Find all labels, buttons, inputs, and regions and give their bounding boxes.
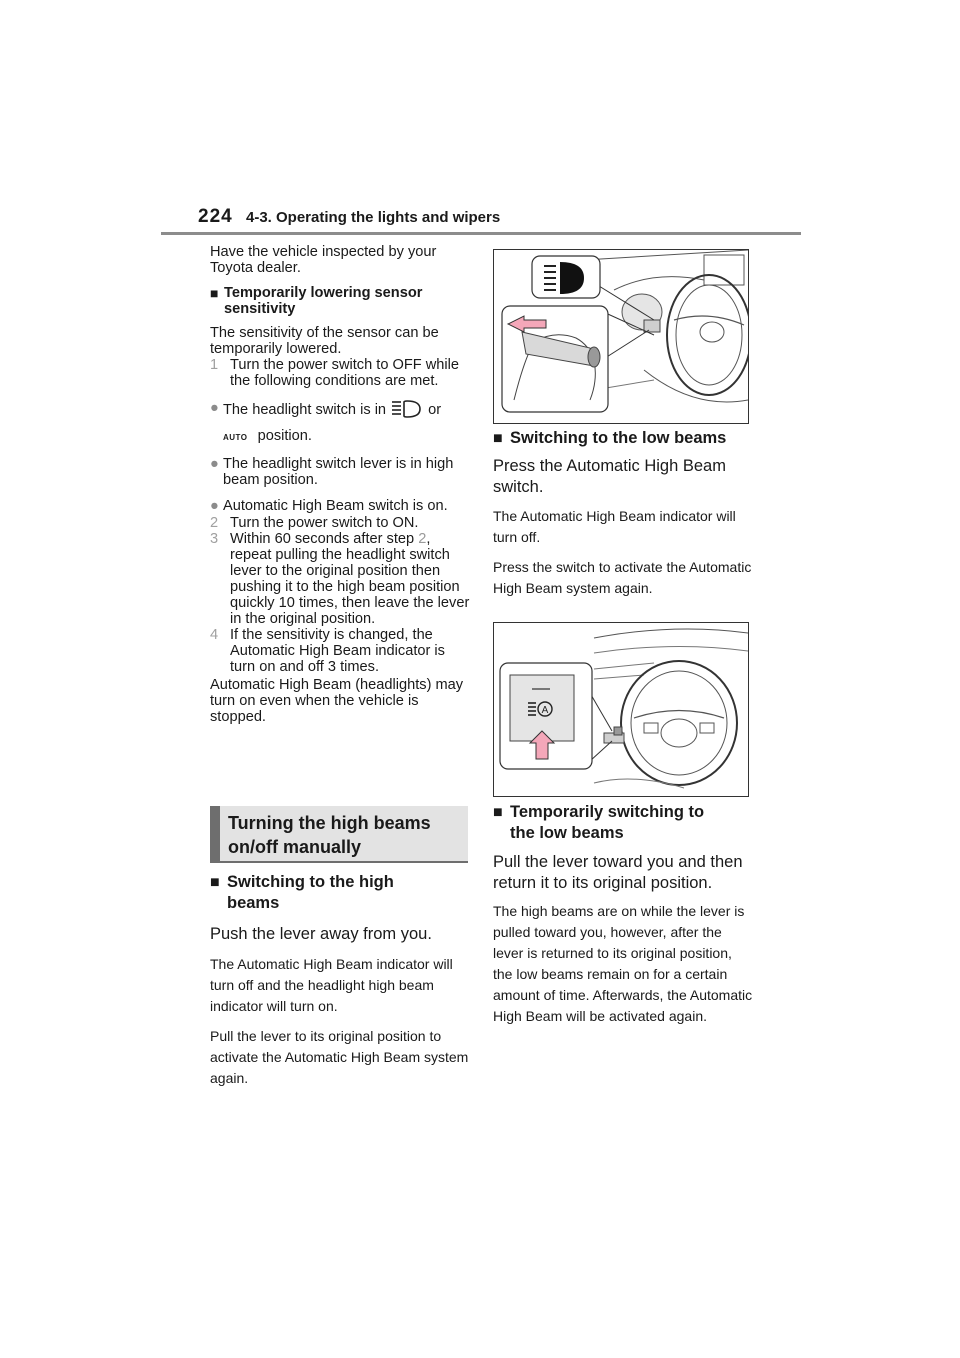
lever-illustration bbox=[493, 249, 749, 424]
bullet-lever-position: ● The headlight switch lever is in high beam position. bbox=[210, 456, 454, 488]
lower-sensitivity-text: The sensitivity of the sensor can be temporarily lowered. bbox=[210, 325, 439, 357]
circle-bullet-icon: ● bbox=[210, 498, 219, 514]
circle-bullet-icon: ● bbox=[210, 400, 219, 416]
bullet-headlight-switch: ● The headlight switch is in or AUTO position. bbox=[210, 400, 442, 444]
low-beams-lead: Press the Automatic High Beam switch. bbox=[493, 457, 726, 496]
low-beams-heading: ■ Switching to the low beams bbox=[493, 429, 727, 447]
temporary-low-beams-heading: ■ Temporarily switching to the low beams bbox=[493, 803, 705, 842]
section-heading-box bbox=[210, 806, 468, 863]
headlight-icon bbox=[390, 400, 424, 418]
square-bullet-icon: ■ bbox=[210, 874, 220, 891]
square-bullet-icon: ■ bbox=[493, 430, 503, 447]
lever-illustration-svg bbox=[494, 250, 748, 423]
temporary-low-beams-lead: Pull the lever toward you and then return it to its original position. bbox=[493, 853, 743, 892]
auto-high-beam-switch-label: A bbox=[541, 705, 549, 716]
bullet-ahb-switch: ● Automatic High Beam switch is on. bbox=[210, 498, 448, 514]
high-beams-lead: Push the lever away from you. bbox=[210, 925, 432, 943]
high-beams-heading: ■ Switching to the high beams bbox=[210, 873, 394, 912]
high-beams-text-1: The Automatic High Beam indicator will turn off and the headlight high beam indicator will turn on. bbox=[210, 956, 453, 1014]
section-title: 4-3. Operating the lights and wipers bbox=[246, 209, 501, 226]
step-2: 2 Turn the power switch to ON. bbox=[210, 515, 419, 531]
temporary-low-beams-text: The high beams are on while the lever is pulled toward you, however, after the lever is returned to its original position, the low beams remain on for a certain amount of time. Afterwards, the Automatic High Beam will be activated again. bbox=[493, 903, 753, 1024]
auto-icon: AUTO bbox=[223, 433, 248, 442]
header-rule bbox=[161, 232, 801, 235]
ahb-switch-illustration-svg bbox=[494, 623, 748, 796]
intro-text: Have the vehicle inspected by your Toyota dealer. bbox=[210, 244, 437, 276]
ahb-switch-illustration bbox=[493, 622, 749, 797]
square-bullet-icon: ■ bbox=[210, 285, 219, 301]
low-beams-section bbox=[493, 428, 755, 599]
circle-bullet-icon: ● bbox=[210, 456, 219, 472]
lower-sensitivity-heading: ■ Temporarily lowering sensor sensitivity bbox=[210, 285, 423, 317]
page-number: 224 bbox=[198, 206, 233, 227]
step-3: 3 Within 60 seconds after step 2, repeat pulling the headlight switch lever to the original position then pushing it to the high beam position quickly 10 times, then leave the lever in the original position. bbox=[210, 531, 470, 627]
high-beams-text-2: Pull the lever to its original position to activate the Automatic High Beam system again. bbox=[210, 1028, 469, 1086]
left-column bbox=[210, 244, 470, 725]
step-4: 4 If the sensitivity is changed, the Automatic High Beam indicator is turn on and off 3 times. bbox=[210, 627, 445, 675]
note-text: Automatic High Beam (headlights) may turn on even when the vehicle is stopped. bbox=[210, 677, 464, 725]
square-bullet-icon: ■ bbox=[493, 804, 503, 821]
temporary-low-beams-section bbox=[493, 802, 755, 1027]
low-beams-text-2: Press the switch to activate the Automatic High Beam system again. bbox=[493, 559, 752, 596]
high-beams-section bbox=[210, 872, 470, 1089]
step-1: 1 Turn the power switch to OFF while the following conditions are met. bbox=[210, 357, 459, 389]
low-beams-text-1: The Automatic High Beam indicator will turn off. bbox=[493, 508, 736, 545]
section-heading: Turning the high beams on/off manually bbox=[228, 813, 431, 857]
